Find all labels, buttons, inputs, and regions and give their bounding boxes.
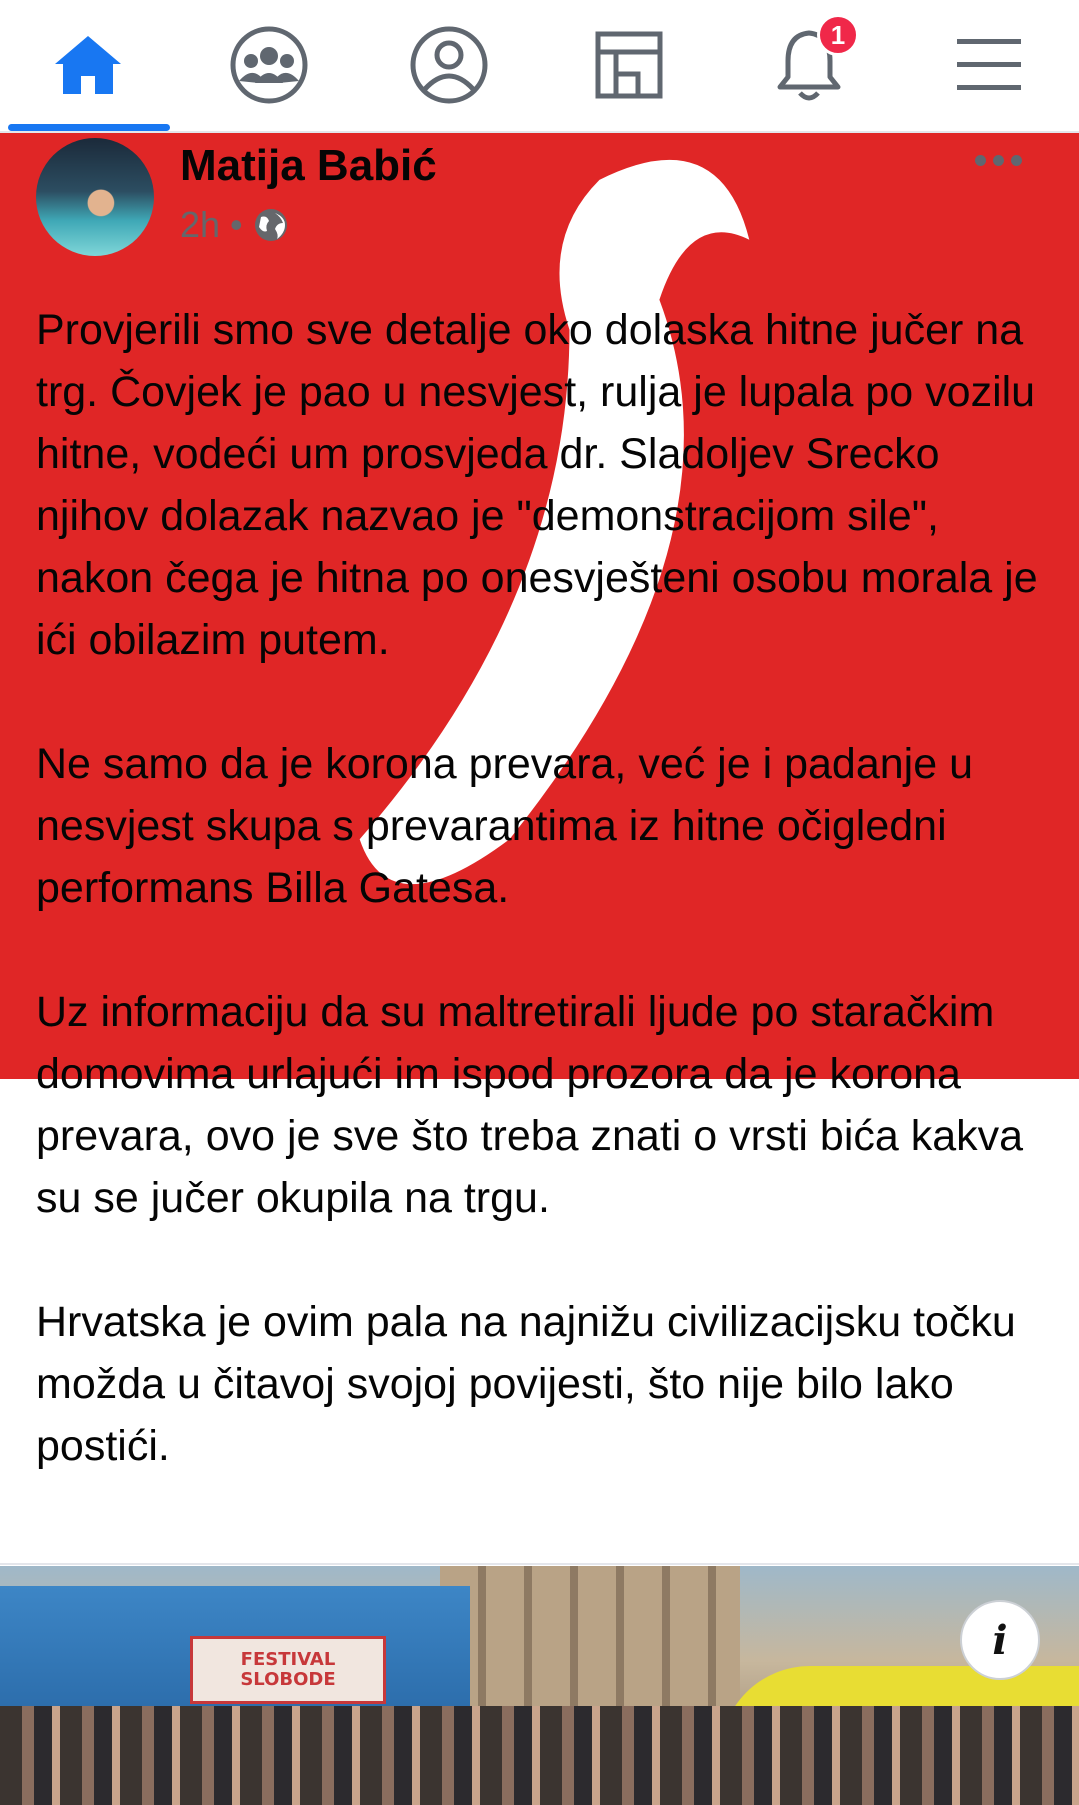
post-meta: [180, 204, 289, 246]
post-timestamp[interactable]: 2h: [180, 204, 221, 245]
hamburger-menu-icon: [955, 37, 1023, 93]
profile-icon: [409, 25, 489, 105]
home-icon: [53, 34, 123, 96]
active-tab-indicator: [8, 124, 170, 131]
author-avatar[interactable]: [36, 138, 154, 256]
nav-menu-tab[interactable]: [906, 0, 1071, 129]
photo-divider: [0, 1563, 1079, 1565]
author-name[interactable]: Matija Babić: [180, 141, 437, 190]
post-options-button[interactable]: [968, 140, 1028, 180]
pages-icon: [594, 30, 664, 100]
post-paragraph: Provjerili smo sve detalje oko dolaska hitne jučer na trg. Čovjek je pao u nesvjest, rulja je lupala po vozilu hitne, vodeći um prosvjeda dr. Sladoljev Srecko njihov dolazak nazvao je "demonstracijom sile", nakon čega je hitna po onesvješteni osobu morala je ići obilazim putem.: [36, 306, 1038, 664]
nav-pages-tab[interactable]: [546, 0, 711, 129]
post-body: [36, 299, 1046, 1539]
photo-crowd: [0, 1706, 1079, 1805]
post-photo[interactable]: [0, 1566, 1079, 1805]
photo-bus-sign: [190, 1636, 386, 1704]
more-dot-icon: [975, 155, 986, 166]
post-paragraph: Ne samo da je korona prevara, već je i padanje u nesvjest skupa s prevarantima iz hitne očigledni performans Billa Gatesa.: [36, 740, 973, 912]
post-paragraph: Uz informaciju da su maltretirali ljude po staračkim domovima urlajući im ispod prozora da je korona prevara, ovo je sve što treba znati o vrsti bića kakva su se jučer okupila na trgu.: [36, 988, 1024, 1222]
info-button[interactable]: i: [960, 1600, 1040, 1680]
sign-line-1: FESTIVAL: [240, 1649, 336, 1670]
nav-profile-tab[interactable]: [366, 0, 531, 129]
notification-count-badge: 1: [817, 14, 859, 56]
groups-icon: [229, 25, 309, 105]
nav-notifications-tab[interactable]: [726, 0, 891, 129]
more-dot-icon: [993, 155, 1004, 166]
post-paragraph: Hrvatska je ovim pala na najnižu civilizacijsku točku možda u čitavoj svojoj povijesti, što nije bilo lako postići.: [36, 1298, 1016, 1470]
more-dot-icon: [1011, 155, 1022, 166]
meta-separator: •: [230, 204, 243, 245]
top-navigation-bar: [0, 0, 1079, 133]
nav-home-tab[interactable]: [5, 0, 170, 129]
sign-line-2: SLOBODE: [240, 1669, 336, 1690]
globe-icon: [253, 207, 289, 243]
nav-groups-tab[interactable]: [186, 0, 351, 129]
